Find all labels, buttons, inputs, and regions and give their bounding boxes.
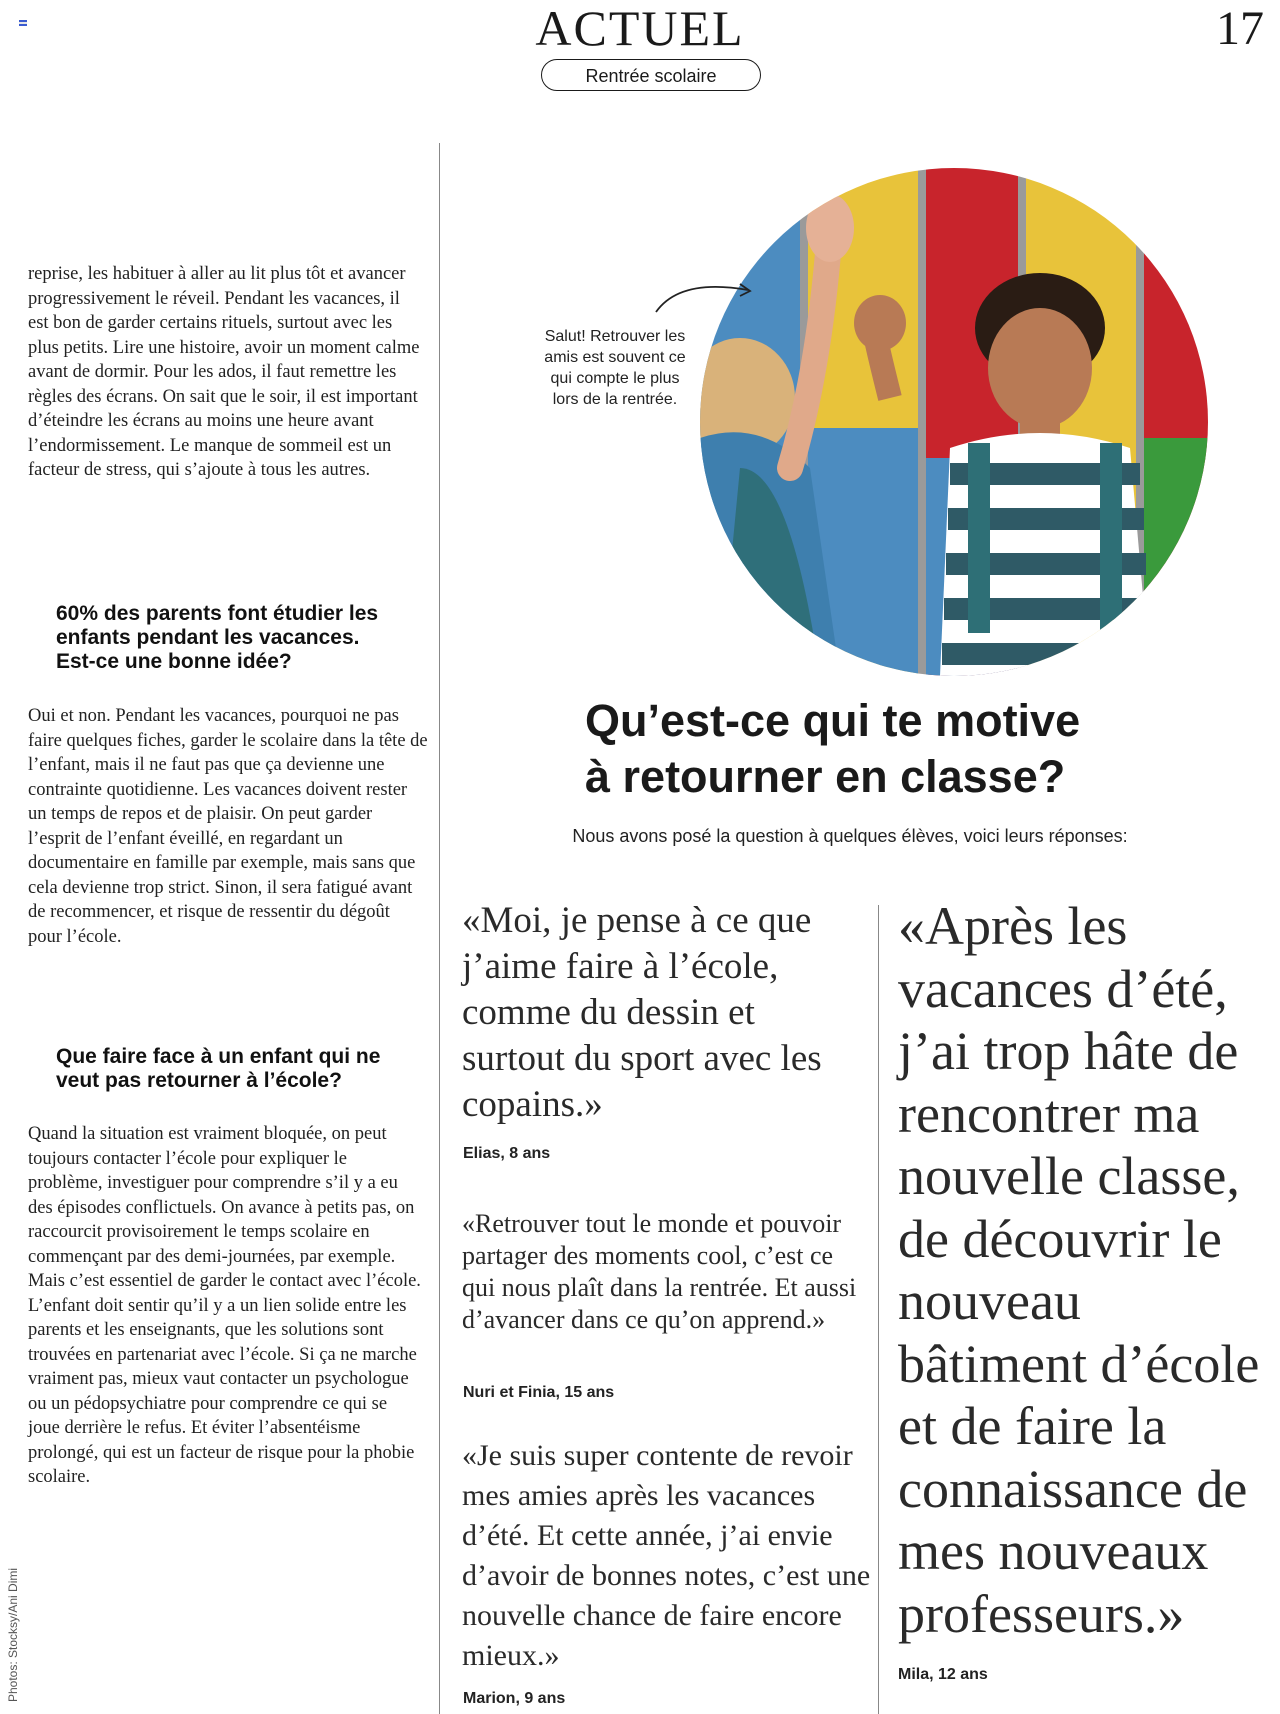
- article-subheading: Que faire face à un enfant qui ne veut pas retourner à l’école?: [56, 1045, 381, 1092]
- callout-arrow-icon: [650, 276, 760, 316]
- quote-author: Elias, 8 ans: [463, 1145, 551, 1162]
- section-title: ACTUEL: [535, 0, 745, 56]
- student-quote: «Je suis super contente de revoir mes amies après les vacances d’été. Et cette année, j’ai envie d’avoir de bonnes notes, c’est une nouvelle chance de faire encore mieux.»: [462, 1439, 871, 1672]
- article-paragraph: reprise, les habituer à aller au lit plus tôt et avancer progressivement le réveil. Pendant les vacances, il est bon de garder certains rituels, surtout avec les plus petits. Lire une histoire, avoir un moment calme avant de dormir. Pour les ados, il faut remettre les règles des écrans. On sait que le soir, il est important d’éteindre les écrans au moins une heure avant l’endormissement. Le manque de sommeil est un facteur de stress, qui s’ajoute à tous les autres.: [28, 264, 420, 480]
- photo-credit: Photos: Stocksy/Ani Dimi: [6, 1567, 20, 1702]
- article-paragraph: Oui et non. Pendant les vacances, pourquoi ne pas faire quelques fiches, garder le scolaire dans la tête de l’enfant, mais il ne faut pas que ça devienne une contrainte quotidienne. Les vacances doivent rester un temps de repos et de plaisir. On peut garder l’esprit de l’enfant éveillé, en regardant un documentaire en famille par exemple, mais sans que cela devienne trop strict. Sinon, il sera fatigué avant de recommencer, et risque de ressentir du dégoût pour l’école.: [28, 706, 428, 947]
- section-tag: Rentrée scolaire: [541, 59, 761, 91]
- feature-intro: Nous avons posé la question à quelques élèves, voici leurs réponses:: [572, 826, 1128, 846]
- student-quote: «Retrouver tout le monde et pouvoir partager des moments cool, c’est ce qui nous plaît dans la rentrée. Et aussi d’avancer dans ce qu’on apprend.»: [462, 1209, 857, 1334]
- quote-author: Mila, 12 ans: [898, 1666, 988, 1683]
- student-quote: «Moi, je pense à ce que j’aime faire à l’école, comme du dessin et surtout du sport avec les copains.»: [462, 900, 822, 1125]
- article-subheading: 60% des parents font étudier les enfants pendant les vacances. Est-ce une bonne idée?: [56, 602, 379, 673]
- column-divider: [439, 143, 440, 1714]
- feature-heading: [585, 693, 1205, 805]
- quote-author: Marion, 9 ans: [463, 1690, 566, 1707]
- photo-callout: Salut! Retrouver les amis est souvent ce qui compte le plus lors de la rentrée.: [544, 328, 686, 408]
- kids-high-five-photo: [700, 168, 1208, 676]
- quote-author: Nuri et Finia, 15 ans: [463, 1384, 615, 1401]
- quotes-divider: [878, 905, 879, 1714]
- article-paragraph: Quand la situation est vraiment bloquée, on peut toujours contacter l’école pour expliquer le problème, investiguer pour comprendre s’il y a eu des épisodes conflictuels. On avance à petits pas, on raccourcit provisoirement le temps scolaire en commençant par des demi-journées, par exemple. Mais c’est essentiel de garder le contact avec l’école. L’enfant doit sentir qu’il y a un lien solide entre les parents et les enseignants, que les solutions sont trouvées en partenariat avec l’école. Si ça ne marche vraiment pas, mieux vaut contacter un psychologue ou un pédopsychiatre pour comprendre ce qui se joue derrière le refus. Et éviter l’absentéisme prolongé, qui est un facteur de risque pour la phobie scolaire.: [28, 1124, 421, 1487]
- page-number: 17: [1216, 2, 1264, 55]
- feature-heading-line: Qu’est-ce qui te motive: [585, 695, 1081, 746]
- feature-heading-line: à retourner en classe?: [585, 751, 1066, 802]
- featured-student-quote: «Après les vacances d’été, j’ai trop hâte de rencontrer ma nouvelle classe, de découvrir le nouveau bâtiment d’école et de faire la connaissance de mes nouveaux professeurs.»: [898, 896, 1260, 1644]
- language-flag-icon: [19, 20, 27, 26]
